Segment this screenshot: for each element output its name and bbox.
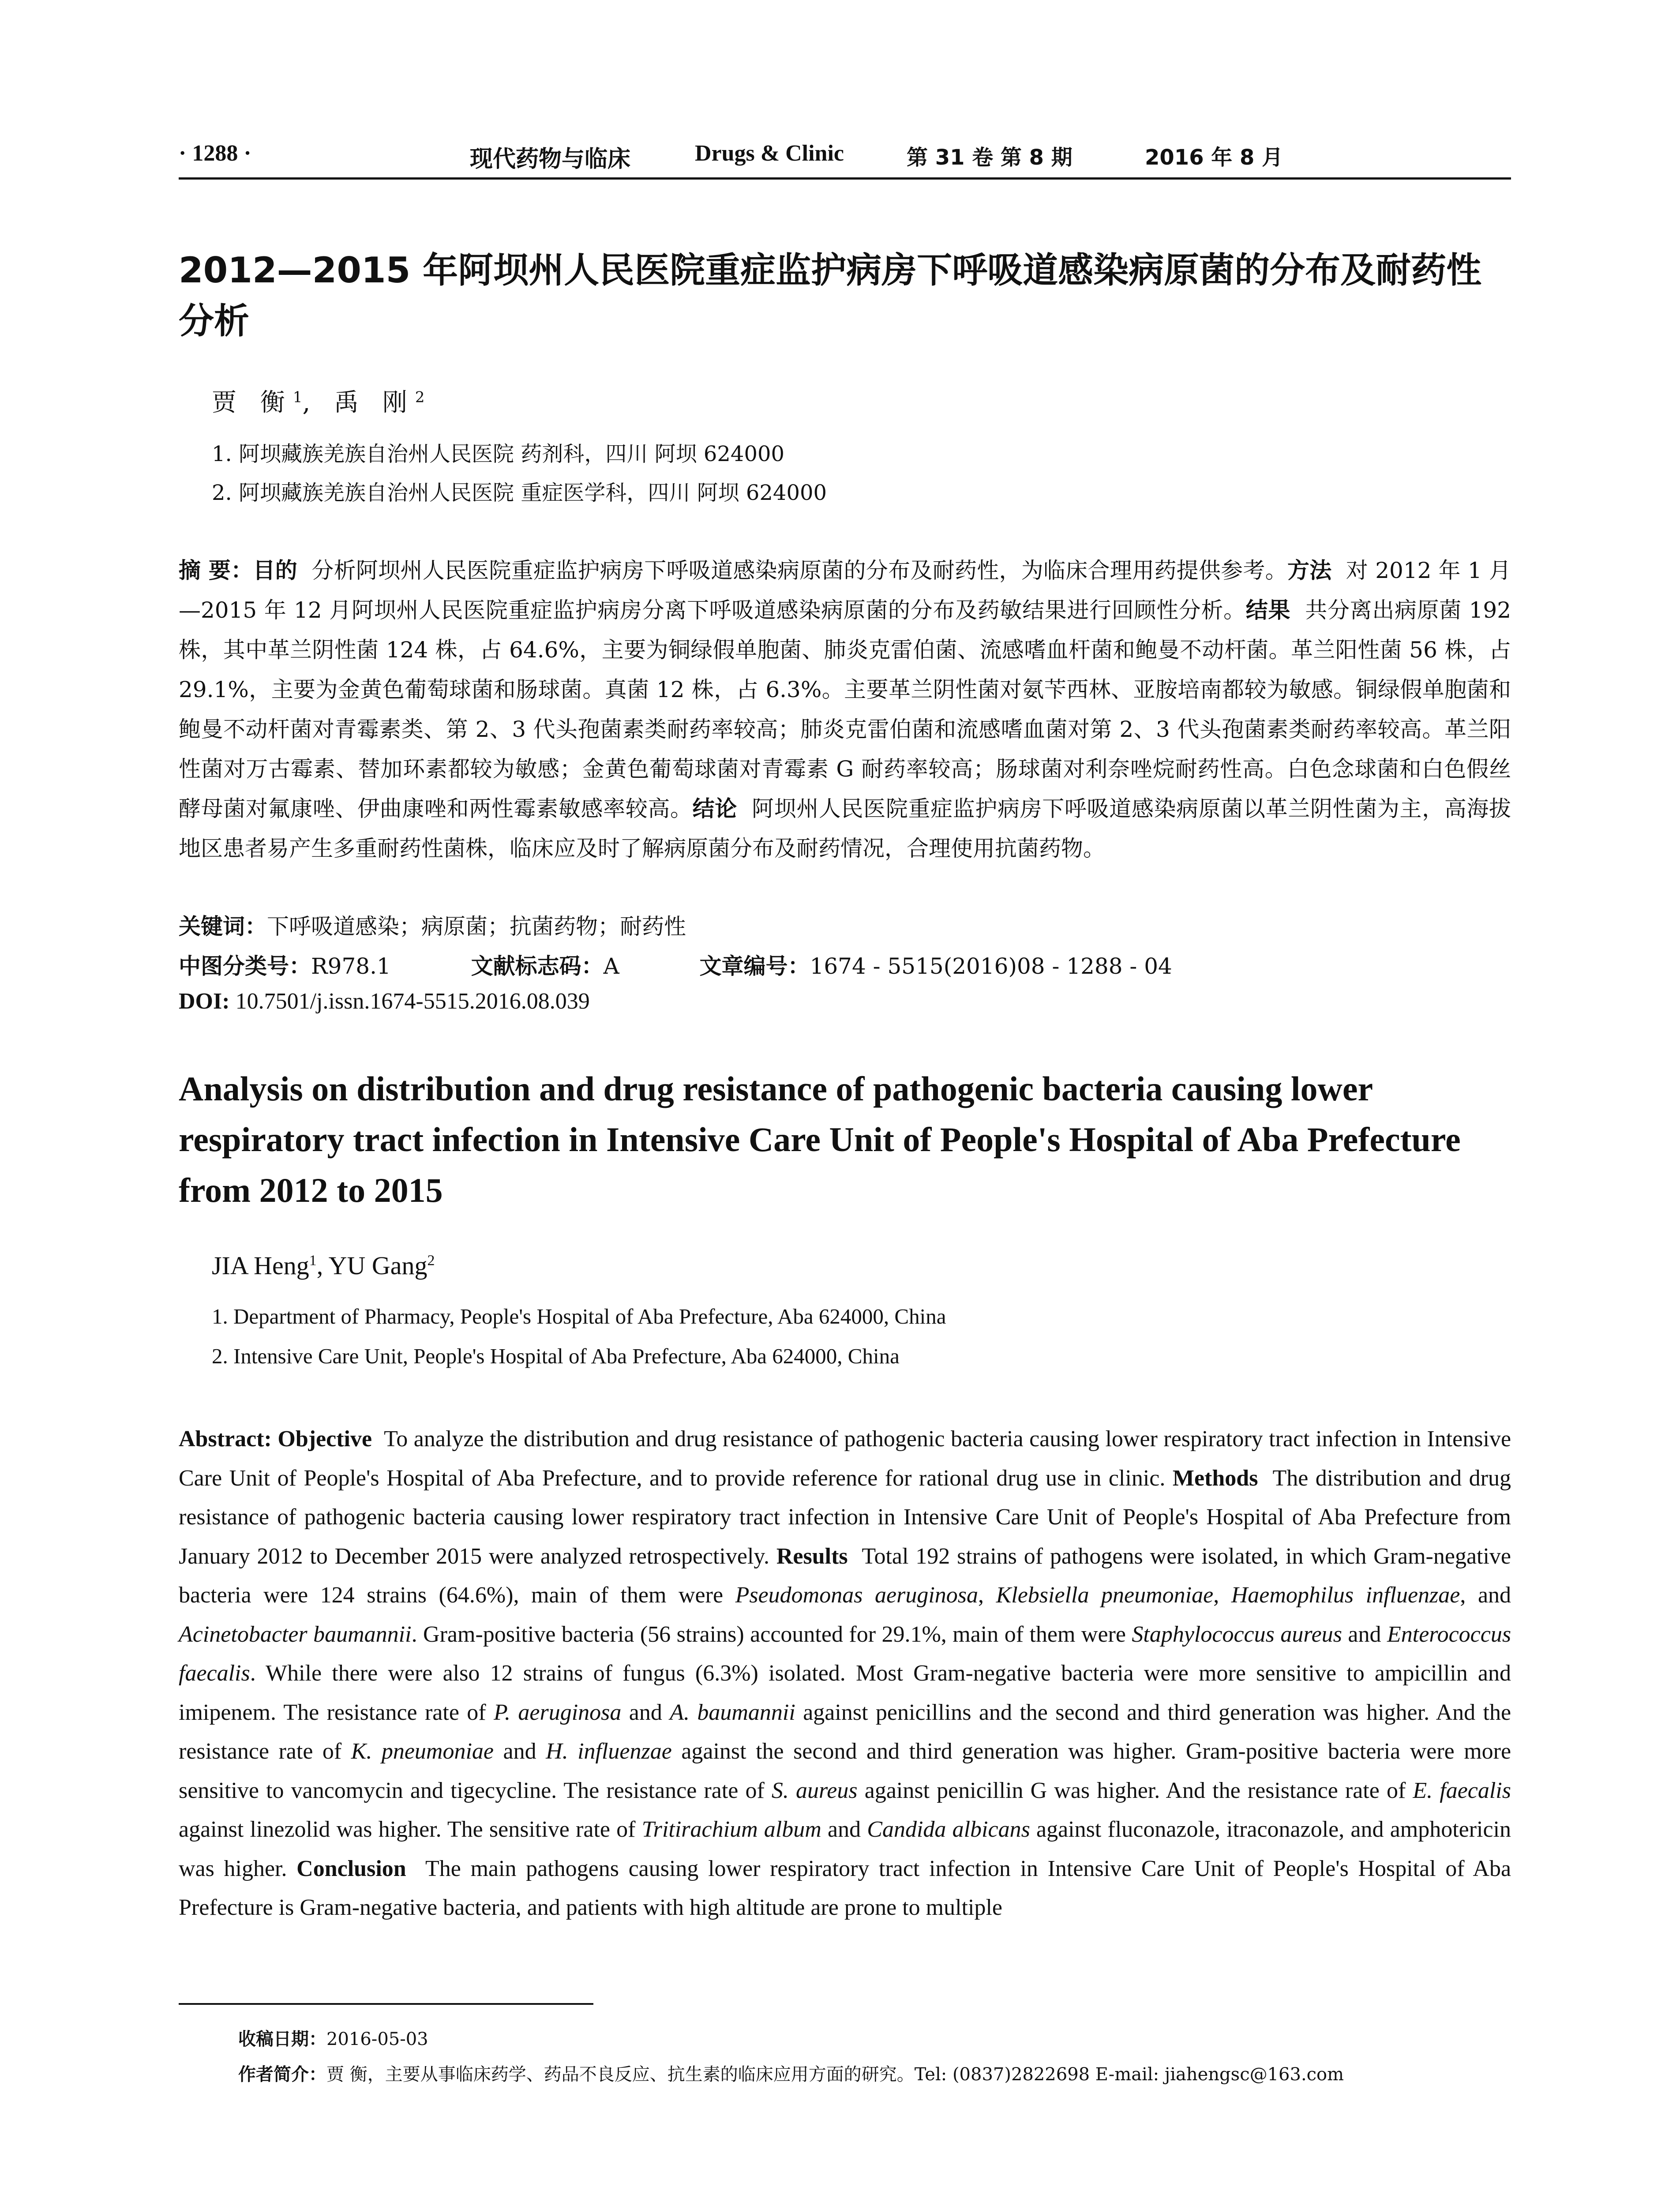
en-title: Analysis on distribution and drug resistance of pathogenic bacteria causing lower respiratory tract infection in Intensive Care Unit of People's Hospital of Aba Prefecture from 2012 to 2015 (179, 1069, 1461, 1209)
bio-label: 作者简介： (238, 2064, 326, 2085)
article-no-label: 文章编号： (699, 953, 810, 979)
cn-author-1: 贾 衡 (212, 388, 293, 417)
en-objective-label: Objective (278, 1426, 372, 1452)
en-conclusion: The main pathogens causing lower respiratory tract infection in Intensive Care Unit of People's Hospital of Aba Prefecture is Gram-negative bacteria, and patients with high altitude are prone to multiple (179, 1856, 1511, 1920)
doi-value[interactable]: 10.7501/j.issn.1674-5515.2016.08.039 (235, 989, 590, 1014)
cn-methods: 对 2012 年 1 月—2015 年 12 月阿坝州人民医院重症监护病房分离下呼吸道感染病原菌的分布及药敏结果进行回顾性分析。 (179, 558, 1511, 623)
conjunction: and (828, 1817, 861, 1842)
bio-text: 贾 衡，主要从事临床药学、药品不良反应、抗生素的临床应用方面的研究。Tel: (0837)2822698 E-mail: jiahengsc@163.com (326, 2064, 1344, 2085)
received-value: 2016-05-03 (326, 2029, 428, 2049)
en-objective: To analyze the distribution and drug resistance of pathogenic bacteria causing lower respiratory tract infection in Intensive Care Unit of People's Hospital of Aba Prefecture, and to provide reference for rational drug use in clinic. (179, 1426, 1511, 1491)
en-affiliation-1: 1. Department of Pharmacy, People's Hospital of Aba Prefecture, Aba 624000, China (212, 1304, 946, 1328)
species-name: Klebsiella pneumoniae (996, 1583, 1214, 1608)
en-abstract-label: Abstract: (179, 1426, 272, 1452)
species-name: Enterococcus faecalis (179, 1621, 1511, 1686)
en-affiliation-2: 2. Intensive Care Unit, People's Hospital of Aba Prefecture, Aba 624000, China (212, 1344, 900, 1368)
species-name: H. influenzae (546, 1739, 672, 1764)
cn-affiliation-1: 1. 阿坝藏族羌族自治州人民医院 药剂科，四川 阿坝 624000 (212, 442, 785, 466)
page-number: · 1288 · (179, 141, 251, 166)
species-name: K. pneumoniae (351, 1739, 494, 1764)
author-bio (238, 2060, 1344, 2086)
cn-author-2: 禹 刚 (334, 388, 415, 417)
cn-keywords-label: 关键词： (179, 914, 267, 939)
cn-keywords-text: 下呼吸道感染；病原菌；抗菌药物；耐药性 (267, 914, 686, 939)
cn-results-label: 结果 (1245, 597, 1291, 623)
en-results-part: against penicillin G was higher. And the resistance rate of (864, 1778, 1406, 1803)
cn-conclusion: 阿坝州人民医院重症监护病房下呼吸道感染病原菌以革兰阴性菌为主，高海拔地区患者易产生多重耐药性菌株，临床应及时了解病原菌分布及耐药情况，合理使用抗菌药物。 (179, 796, 1511, 861)
doc-code-label: 文献标志码： (471, 953, 604, 979)
cn-abstract (179, 551, 1511, 868)
footnote-rule (179, 2003, 593, 2005)
cn-conclusion-label: 结论 (692, 796, 737, 822)
species-name: Pseudomonas aeruginosa (735, 1583, 979, 1608)
cn-objective-label: 目的 (253, 558, 297, 583)
species-name: Haemophilus influenzae (1231, 1583, 1460, 1608)
species-name: E. faecalis (1413, 1778, 1511, 1803)
header-rule (179, 177, 1511, 180)
cn-objective: 分析阿坝州人民医院重症监护病房下呼吸道感染病原菌的分布及耐药性，为临床合理用药提供参考。 (311, 558, 1287, 583)
cn-classification (179, 949, 1172, 980)
doi-line (179, 988, 590, 1014)
clc-label: 中图分类号： (179, 953, 311, 979)
journal-name-en: Drugs & Clinic (695, 141, 844, 166)
species-name: S. aureus (771, 1778, 858, 1803)
en-results-part: against linezolid was higher. The sensitive rate of (179, 1817, 636, 1842)
en-author-1: JIA Heng (212, 1251, 309, 1280)
cn-results: 共分离出病原菌 192 株，其中革兰阴性菌 124 株，占 64.6%，主要为铜绿假单胞菌、肺炎克雷伯菌、流感嗜血杆菌和鲍曼不动杆菌。革兰阳性菌 56 株，占 29.1%，主要为金黄色葡萄球菌和肠球菌。真菌 12 株，占 6.3%。主要革兰阴性菌对氨苄西林、亚胺培南都较为敏感。铜绿假单胞菌和鲍曼不动杆菌对青霉素类、第 2、3 代头孢菌素类耐药率较高；肺炎克雷伯菌和流感嗜血菌对第 2、3 代头孢菌素类耐药率较高。革兰阳性菌对万古霉素、替加环素都较为敏感；金黄色葡萄球菌对青霉素 G 耐药率较高；肠球菌对利奈唑烷耐药性高。白色念球菌和白色假丝酵母菌对氟康唑、伊曲康唑和两性霉素敏感率较高。 (179, 597, 1511, 822)
en-results-part: Total 192 strains of pathogens were isolated, in which Gram-negative bacteria were 124 strains (64.6%), main of them were (179, 1543, 1511, 1608)
en-results-part: against fluconazole, itraconazole, and amphotericin was higher. (179, 1817, 1511, 1881)
species-name: P. aeruginosa (493, 1700, 622, 1725)
clc-code: R978.1 (311, 953, 391, 979)
running-header (179, 140, 1511, 176)
en-authors: JIA Heng$^1$, YU Gang$^2$ (212, 1251, 435, 1280)
conjunction: and (629, 1700, 662, 1725)
doi-label: DOI: (179, 989, 230, 1014)
species-name: Candida albicans (867, 1817, 1030, 1842)
journal-name-cn: 现代药物与临床 (470, 146, 631, 173)
en-conclusion-label: Conclusion (296, 1856, 406, 1881)
en-abstract: Abstract: Objective To analyze the distribution and drug resistance of pathogenic bacteria causing lower respiratory tract infection in Intensive Care Unit of People's Hospital of Aba Prefecture, and to provide reference for rational drug use in clinic. Methods The distribution and drug resistance of pathogenic bacteria causing lower respiratory tract infection in Intensive Care Unit of People's Hospital of Aba Prefecture from January 2012 to December 2015 were analyzed retrospectively. Results Total 192 strains of pathogens were isolated, in which Gram-negative bacteria were 124 strains (64.6%), main of them were Pseudomonas aeruginosa, Klebsiella pneumoniae, Haemophilus influenzae, and Acinetobacter baumannii. Gram-positive bacteria (56 strains) accounted for 29.1%, main of them were Staphylococcus aureus and Enterococcus faecalis. While there were also 12 strains of fungus (6.3%) isolated. Most Gram-negative bacteria were more sensitive to ampicillin and imipenem. The resistance rate of P. aeruginosa and A. baumannii against penicillins and the second and third generation was higher. And the resistance rate of K. pneumoniae and H. influenzae against the second and third generation was higher. Gram-positive bacteria were more sensitive to vancomycin and tigecycline. The resistance rate of S. aureus against penicillin G was higher. And the resistance rate of E. faecalis against linezolid was higher. The sensitive rate of Tritirachium album and Candida albicans against fluconazole, itraconazole, and amphotericin was higher. Conclusion The main pathogens causing lower respiratory tract infection in Intensive Care Unit of People's Hospital of Aba Prefecture is Gram-negative bacteria, and patients with high altitude are prone to multiple (179, 1426, 1511, 1920)
article-no: 1674 - 5515(2016)08 - 1288 - 04 (810, 953, 1172, 979)
cn-affiliation-2: 2. 阿坝藏族羌族自治州人民医院 重症医学科，四川 阿坝 624000 (212, 480, 827, 505)
en-results-label: Results (776, 1543, 848, 1569)
doc-code: A (603, 953, 619, 979)
species-name: Staphylococcus aureus (1132, 1621, 1342, 1647)
conjunction: and (503, 1739, 536, 1764)
cn-methods-label: 方法 (1287, 558, 1332, 583)
cn-abstract-label: 摘 要： (179, 558, 253, 583)
en-results-part: Gram-positive bacteria (56 strains) accounted for 29.1%, main of them were (423, 1621, 1126, 1647)
en-results-part: against penicillins and the second and third generation was higher. And the resistance rate of (179, 1700, 1511, 1764)
conjunction: and (1348, 1621, 1381, 1647)
received-label: 收稿日期： (238, 2029, 326, 2049)
species-name: A. baumannii (670, 1700, 795, 1725)
species-name: Tritirachium album (641, 1817, 821, 1842)
en-results-part: against the second and third generation was higher. Gram-positive bacteria were more sensitive to vancomycin and tigecycline. The resistance rate of (179, 1739, 1511, 1803)
cn-title: 2012—2015 年阿坝州人民医院重症监护病房下呼吸道感染病原菌的分布及耐药性分析 (179, 250, 1482, 341)
en-results-part: While there were also 12 strains of fungus (6.3%) isolated. Most Gram-negative bacteria were more sensitive to ampicillin and imipenem. The resistance rate of (179, 1661, 1511, 1725)
received-date (238, 2025, 428, 2050)
en-methods: The distribution and drug resistance of pathogenic bacteria causing lower respiratory tract infection in Intensive Care Unit of People's Hospital of Aba Prefecture from January 2012 to December 2015 were analyzed retrospectively. (179, 1465, 1511, 1569)
en-methods-label: Methods (1172, 1465, 1258, 1491)
en-author-2: YU Gang (328, 1251, 428, 1280)
conjunction: and (1478, 1583, 1511, 1608)
species-name: Acinetobacter baumannii (179, 1621, 412, 1647)
cn-keywords (179, 909, 686, 941)
issue-date: 2016 年 8 月 (1145, 145, 1283, 170)
issue-info: 第 31 卷 第 8 期 (907, 145, 1072, 170)
cn-authors: 贾 衡$^1$, 禹 刚$^2$ (212, 388, 425, 417)
